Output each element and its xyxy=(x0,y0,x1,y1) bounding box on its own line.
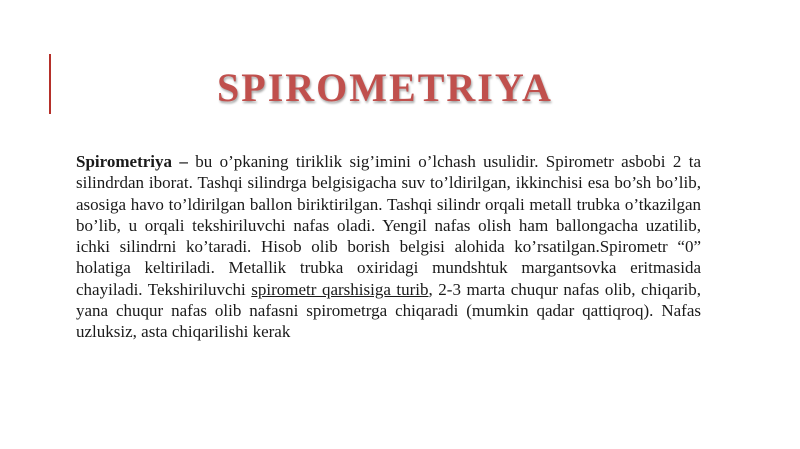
body-text-part1: bu o’pkaning tiriklik sig’imini o’lchash usulidir. Spirometr asbobi 2 ta silindrdan iborat. Tashqi silindrga belgisigacha suv to’ldirilgan, ikkinchisi esa bo’sh bo’lib, asosiga havo to’ldirilgan ballon biriktirilgan. Tashqi silindr orqali metall trubka o’tkazilgan bo’lib, u orqali tekshiriluvchi nafas oladi. Yengil nafas olish ham ballongacha uzatilib, ichki silindrni ko’taradi. Hisob olib borish belgisi alohida ko’rsatilgan.Spirometr “0” holatiga keltiriladi. Metallik trubka oxiridagi mundshtuk margantsovka eritmasida chayiladi. Tekshiriluvchi xyxy=(76,152,702,299)
slide-body xyxy=(76,151,701,343)
body-text-part2: , 2-3 marta chuqur nafas olib, chiqarib, yana chuqur nafas olib nafasni spirometrga chiqaradi (mumkin qadar qattiqroq). Nafas uzluksiz, asta chiqarilishi kerak xyxy=(76,279,701,342)
term-label: Spirometriya – xyxy=(76,152,188,171)
slide-title: SPIROMETRIYA xyxy=(217,65,553,110)
underlined-phrase: spirometr qarshisiga turib xyxy=(251,279,429,299)
